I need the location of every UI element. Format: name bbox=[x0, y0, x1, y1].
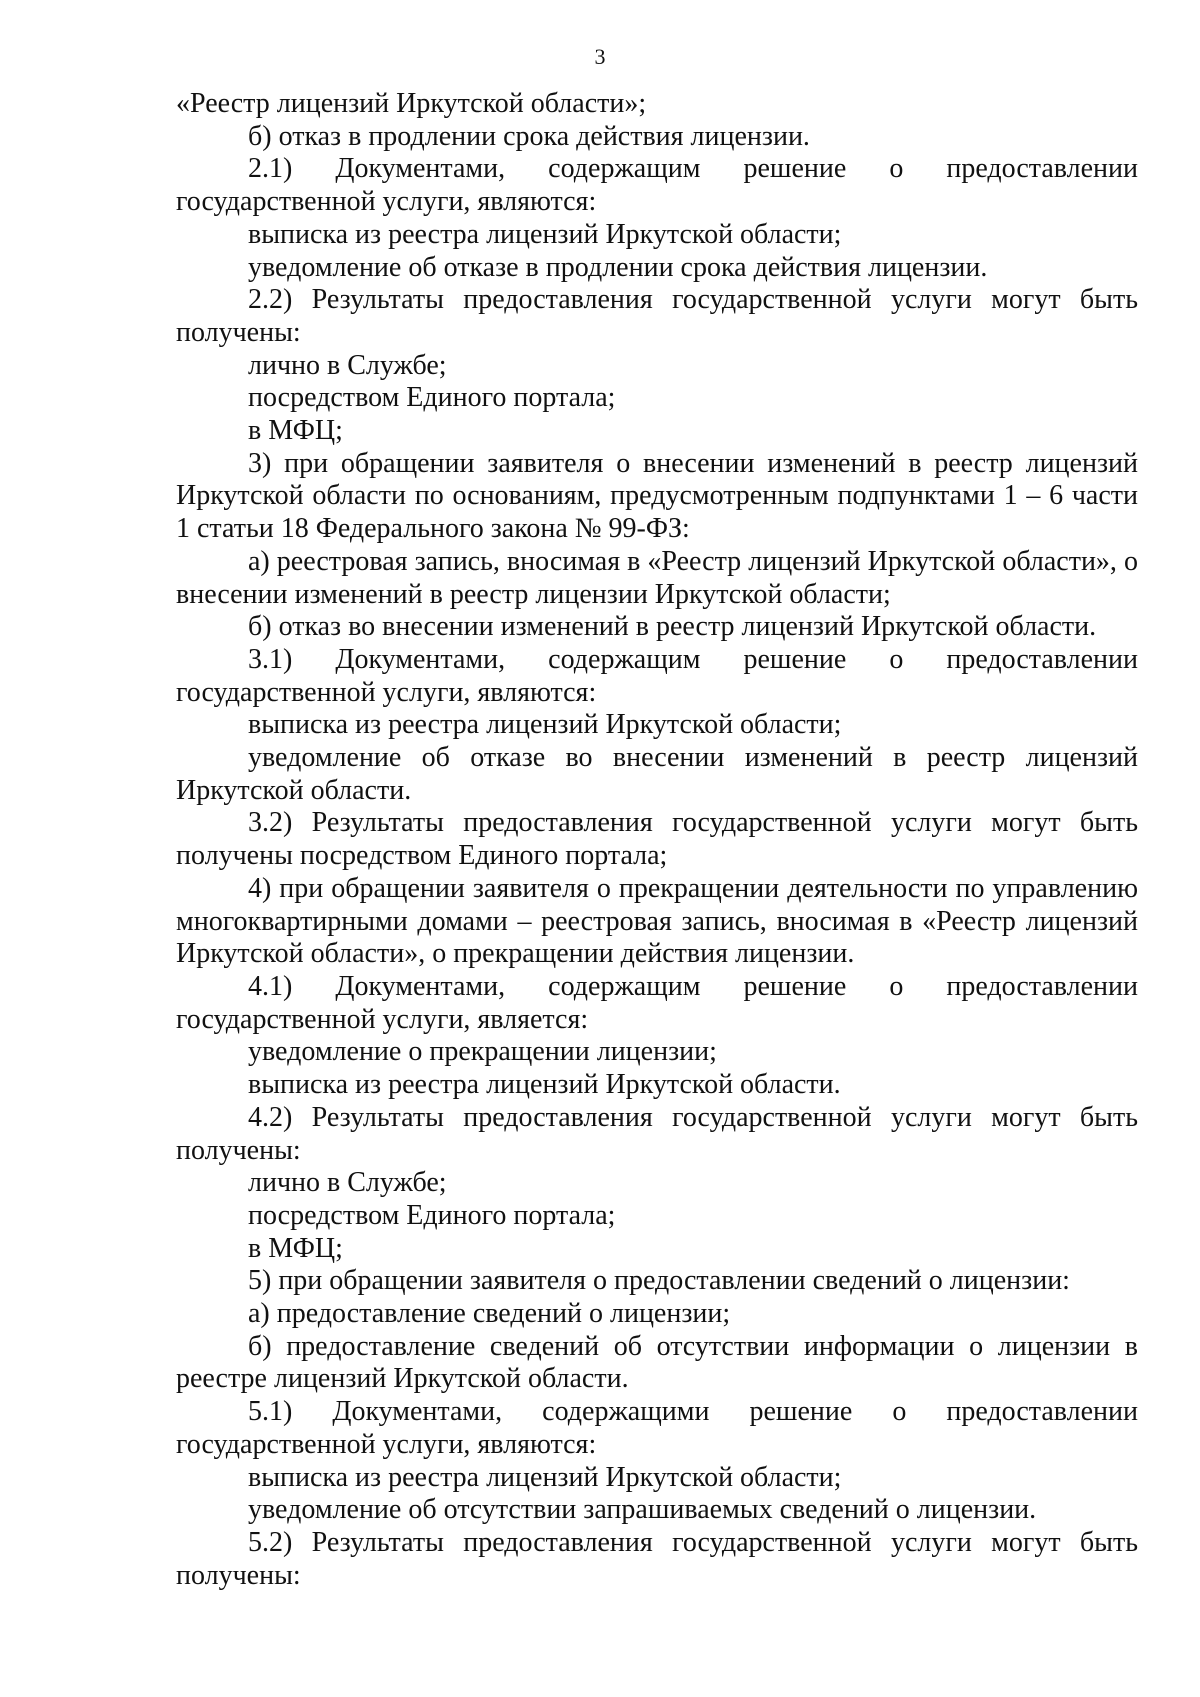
paragraph: 5.1) Документами, содержащими решение о предоставлении государственной услуги, являются: bbox=[176, 1396, 1138, 1460]
paragraph: выписка из реестра лицензий Иркутской области; bbox=[248, 1461, 842, 1493]
paragraph: в МФЦ; bbox=[248, 415, 343, 447]
paragraph: б) предоставление сведений об отсутствии информации о лицензии в реестре лицензий Иркутской области. bbox=[176, 1330, 1138, 1395]
paragraph: 3.2) Результаты предоставления государственной услуги могут быть получены посредством Единого портала; bbox=[176, 807, 1138, 872]
page-number: 3 bbox=[594, 44, 606, 69]
paragraph: 2.1) Документами, содержащим решение о предоставлении государственной услуги, являются: bbox=[176, 153, 1138, 218]
paragraph: а) реестровая запись, вносимая в «Реестр лицензий Иркутской области», о внесении изменений в реестр лицензии Иркутской области; bbox=[176, 545, 1138, 610]
paragraph: 3.1) Документами, содержащим решение о предоставлении государственной услуги, являются: bbox=[176, 643, 1138, 708]
paragraph: б) отказ во внесении изменений в реестр лицензий Иркутской области. bbox=[248, 611, 1097, 643]
paragraph: выписка из реестра лицензий Иркутской области; bbox=[248, 218, 842, 250]
paragraph: 2.2) Результаты предоставления государственной услуги могут быть получены: bbox=[176, 284, 1138, 348]
paragraph: уведомление о прекращении лицензии; bbox=[248, 1036, 717, 1068]
paragraph: посредством Единого портала; bbox=[248, 1199, 616, 1231]
document-body bbox=[176, 88, 1138, 1592]
paragraph: 5) при обращении заявителя о предоставлении сведений о лицензии: bbox=[248, 1265, 1070, 1297]
paragraph: 4) при обращении заявителя о прекращении деятельности по управлению многоквартирными домами – реестровая запись, вносимая в «Реестр лицензий Иркутской области», о прекращении действия лицензии. bbox=[176, 872, 1138, 970]
paragraph: уведомление об отсутствии запрашиваемых сведений о лицензии. bbox=[248, 1494, 1037, 1526]
paragraph: 3) при обращении заявителя о внесении изменений в реестр лицензий Иркутской области по основаниям, предусмотренным подпунктами 1 – 6 части 1 статьи 18 Федерального закона № 99-ФЗ: bbox=[176, 447, 1138, 545]
paragraph: посредством Единого портала; bbox=[248, 382, 616, 414]
paragraph: 4.1) Документами, содержащим решение о предоставлении государственной услуги, является: bbox=[176, 970, 1138, 1035]
paragraph: выписка из реестра лицензий Иркутской области. bbox=[248, 1069, 841, 1101]
paragraph: уведомление об отказе в продлении срока действия лицензии. bbox=[248, 251, 988, 283]
paragraph: а) предоставление сведений о лицензии; bbox=[248, 1298, 731, 1330]
paragraph: 5.2) Результаты предоставления государственной услуги могут быть получены: bbox=[176, 1526, 1138, 1591]
paragraph: в МФЦ; bbox=[248, 1232, 343, 1264]
paragraph: «Реестр лицензий Иркутской области»; bbox=[176, 88, 647, 119]
paragraph: лично в Службе; bbox=[248, 1167, 447, 1199]
paragraph: лично в Службе; bbox=[248, 349, 447, 381]
paragraph: 4.2) Результаты предоставления государственной услуги могут быть получены: bbox=[176, 1101, 1138, 1166]
paragraph: выписка из реестра лицензий Иркутской области; bbox=[248, 709, 842, 741]
paragraph: б) отказ в продлении срока действия лицензии. bbox=[248, 120, 810, 152]
paragraph: уведомление об отказе во внесении изменений в реестр лицензий Иркутской области. bbox=[176, 742, 1138, 806]
